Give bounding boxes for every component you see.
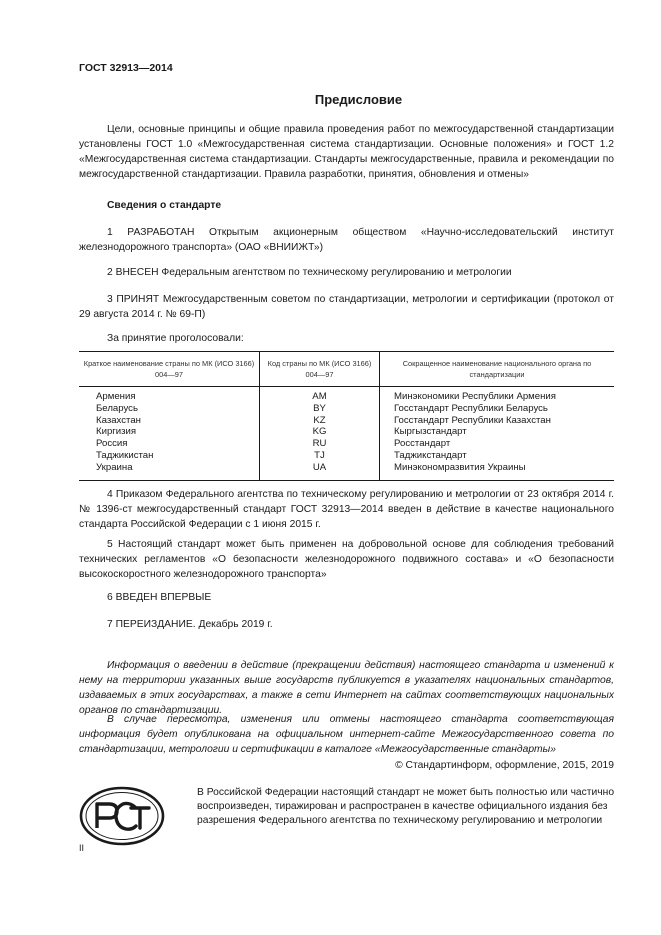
standards-body: Таджикстандарт — [394, 449, 467, 461]
page-title: Предисловие — [314, 92, 403, 107]
country-name: Беларусь — [96, 402, 138, 414]
country-code: TJ — [260, 450, 380, 462]
country-name: Таджикистан — [96, 449, 154, 461]
page-number: II — [79, 843, 85, 853]
table-row — [79, 462, 614, 480]
country-name: Киргизия — [96, 426, 137, 438]
country-code: RU — [260, 438, 380, 450]
country-name: Украина — [79, 462, 260, 480]
table-row — [79, 403, 614, 415]
table-row — [79, 415, 614, 427]
table-header-row — [79, 352, 614, 387]
voting-table — [79, 351, 614, 481]
table-row — [79, 438, 614, 450]
item-first-introduced: 6 ВВЕДЕН ВПЕРВЫЕ — [107, 592, 212, 603]
country-code: KZ — [260, 415, 380, 427]
item-developed: 1 РАЗРАБОТАН Открытым акционерным обществом «Научно-исследовательский институт железнодорожного транспорта» (ОАО «ВНИИЖТ») — [79, 227, 614, 253]
country-name: Россия — [96, 438, 128, 450]
copyright-line: © Стандартинформ, оформление, 2015, 2019 — [395, 760, 614, 771]
rights-notice: В Российской Федерации настоящий стандарт не может быть полностью или частично воспроизведен, тиражирован и распространен в качестве официального издания без разрешения Федерального агентства по техническому регулированию и метрологии — [197, 787, 615, 826]
country-code: AM — [260, 387, 380, 403]
item-voluntary-use: 5 Настоящий стандарт может быть применен на добровольной основе для соблюдения требований технических регламентов «О безопасности железнодорожного подвижного состава» и «О безопасности высокоскоростного железнодорожного транспорта» — [79, 539, 614, 580]
header-country-code: Код страны по МК (ИСО 3166) 004—97 — [260, 352, 380, 387]
item-adopted: 3 ПРИНЯТ Межгосударственным советом по стандартизации, метрологии и сертификации (протокол от 29 августа 2014 г. № 69-П) — [79, 294, 614, 320]
rst-certification-mark-icon — [79, 786, 165, 846]
table-row — [79, 426, 614, 438]
country-code: BY — [260, 403, 380, 415]
standards-body: Росстандарт — [394, 438, 451, 450]
info-paragraph-revision: В случае пересмотра, изменения или отмены настоящего стандарта соответствующая информация будет опубликована на официальном интернет-сайте Межгосударственного совета по стандартизации, метрологии и сертификации в каталоге «Межгосударственные стандарты» — [79, 714, 614, 755]
voted-label: За принятие проголосовали: — [107, 333, 244, 344]
country-name: Армения — [96, 391, 136, 402]
item-order: 4 Приказом Федерального агентства по техническому регулированию и метрологии от 23 октября 2014 г. № 1396-ст межгосударственный стандарт ГОСТ 32913—2014 введен в действие в качестве национального стандарта Российской Федерации с 1 июня 2015 г. — [79, 489, 614, 530]
table-row — [79, 387, 614, 403]
standard-code: ГОСТ 32913—2014 — [79, 62, 173, 74]
intro-paragraph: Цели, основные принципы и общие правила проведения работ по межгосударственной стандартизации установлены ГОСТ 1.0 «Межгосударственная система стандартизации. Основные положения» и ГОСТ 1.2 «Межгосударственная система стандартизации. Стандарты межгосударственные, правила и рекомендации по межгосударственной стандартизации. Правила разработки, принятия, обновления и отмены» — [79, 124, 614, 180]
country-code: UA — [260, 462, 380, 480]
header-standards-body: Сокращенное наименование национального органа по стандартизации — [380, 352, 615, 387]
standards-body: Госстандарт Республики Казахстан — [394, 414, 551, 426]
item-introduced: 2 ВНЕСЕН Федеральным агентством по техническому регулированию и метрологии — [107, 267, 512, 278]
item-reissue: 7 ПЕРЕИЗДАНИЕ. Декабрь 2019 г. — [107, 619, 273, 630]
standards-body: Кыргызстандарт — [394, 426, 467, 438]
country-name: Казахстан — [96, 414, 141, 426]
header-country-name: Краткое наименование страны по МК (ИСО 3166) 004—97 — [79, 352, 260, 387]
country-code: KG — [260, 426, 380, 438]
standards-body: Минэкономики Республики Армения — [394, 391, 556, 402]
section-heading: Сведения о стандарте — [107, 200, 222, 211]
table-row — [79, 450, 614, 462]
standards-body: Госстандарт Республики Беларусь — [394, 402, 548, 414]
info-paragraph-enactment: Информация о введении в действие (прекращении действия) настоящего стандарта и изменений к нему на территории указанных выше государств публикуется в указателях национальных стандартов, издаваемых в этих государствах, а также в сети Интернет на сайтах соответствующих национальных органов по стандартизации. — [79, 660, 614, 716]
standards-body: Минэкономразвития Украины — [380, 462, 615, 480]
